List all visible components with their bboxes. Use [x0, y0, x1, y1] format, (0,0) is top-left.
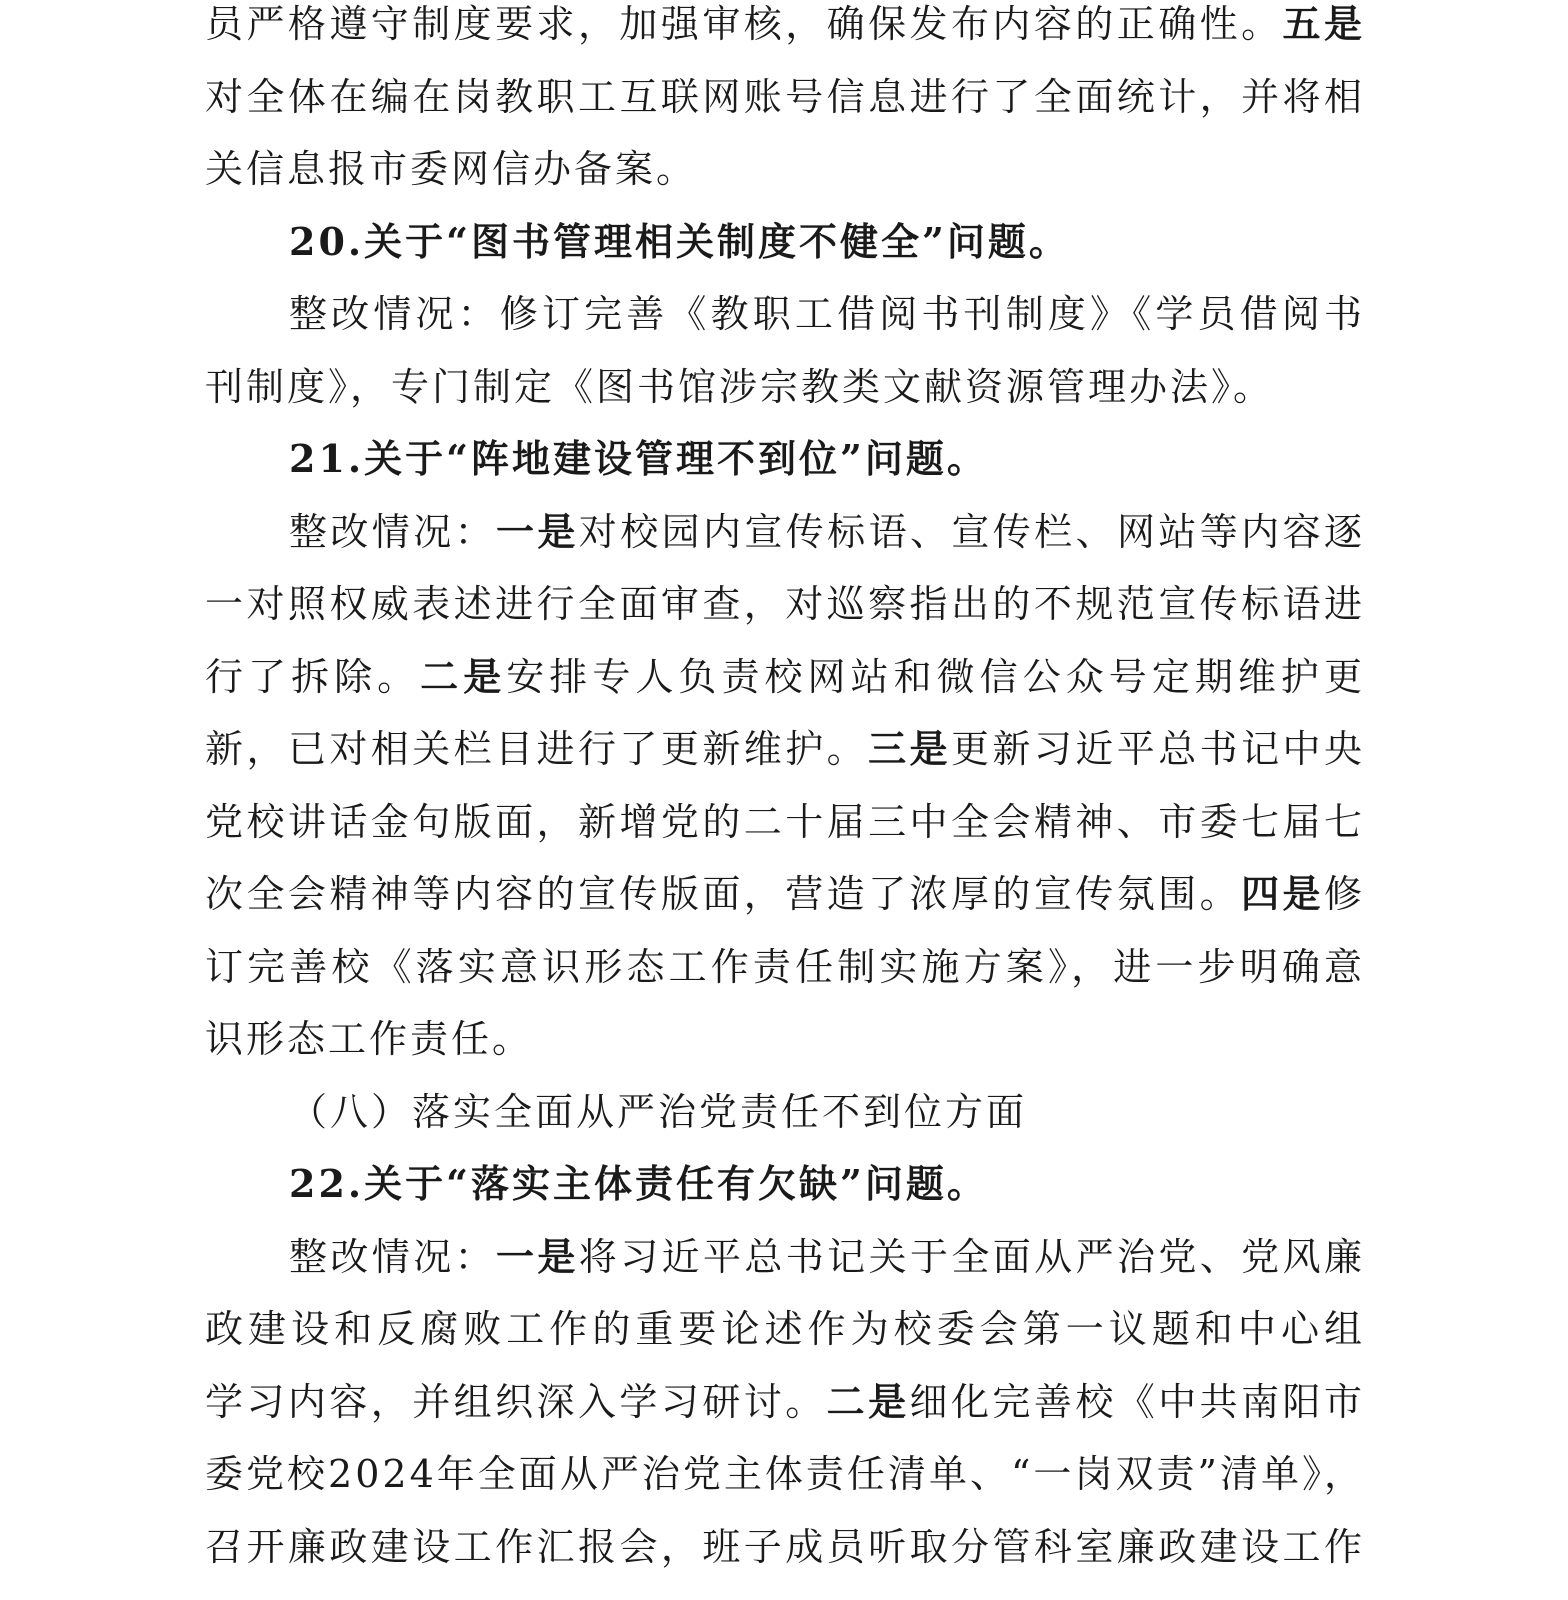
- text-line: 政建设和反腐败工作的重要论述作为校委会第一议题和中心组: [205, 1307, 1365, 1351]
- text-line: 对全体在编在岗教职工互联网账号信息进行了全面统计，并将相: [205, 74, 1365, 119]
- text-line: 刊制度》，专门制定《图书馆涉宗教类文献资源管理办法》。: [205, 364, 1275, 409]
- text-line: 新，已对相关栏目进行了更新维护。三是更新习近平总书记中央: [205, 726, 1365, 771]
- text-line: 整改情况：一是对校园内宣传标语、宣传栏、网站等内容逐: [289, 508, 1365, 554]
- text-line: 学习内容，并组织深入学习研讨。二是细化完善校《中共南阳市: [205, 1378, 1365, 1424]
- document-page: [205, 0, 1365, 1583]
- text-line: 识形态工作责任。: [205, 1017, 534, 1061]
- text-line: 党校讲话金句版面，新增党的二十届三中全会精神、市委七届七: [205, 799, 1365, 844]
- subsection-heading-8: （八）落实全面从严治党责任不到位方面: [289, 1089, 1028, 1134]
- text-line: 关信息报市委网信办备案。: [205, 147, 698, 191]
- text-line: 召开廉政建设工作汇报会，班子成员听取分管科室廉政建设工作: [205, 1524, 1365, 1569]
- text-line: 整改情况：一是将习近平总书记关于全面从严治党、党风廉: [289, 1233, 1365, 1279]
- text-line: 次全会精神等内容的宣传版面，营造了浓厚的宣传氛围。四是修: [205, 871, 1365, 916]
- text-line: 整改情况：修订完善《教职工借阅书刊制度》《学员借阅书: [289, 292, 1365, 336]
- text-line: 员严格遵守制度要求，加强审核，确保发布内容的正确性。五是: [205, 1, 1365, 46]
- text-line: 行了拆除。二是安排专人负责校网站和微信公众号定期维护更: [205, 653, 1365, 699]
- text-line: 订完善校《落实意识形态工作责任制实施方案》，进一步明确意: [205, 944, 1365, 989]
- section-heading-22: 22.关于“落实主体责任有欠缺”问题。: [289, 1161, 988, 1206]
- text-line: 委党校2024年全面从严治党主体责任清单、“一岗双责”清单》，: [205, 1452, 1365, 1496]
- section-heading-20: 20.关于“图书管理相关制度不健全”问题。: [289, 218, 1070, 264]
- section-heading-21: 21.关于“阵地建设管理不到位”问题。: [289, 436, 988, 481]
- text-line: 一对照权威表述进行全面审查，对巡察指出的不规范宣传标语进: [205, 582, 1365, 626]
